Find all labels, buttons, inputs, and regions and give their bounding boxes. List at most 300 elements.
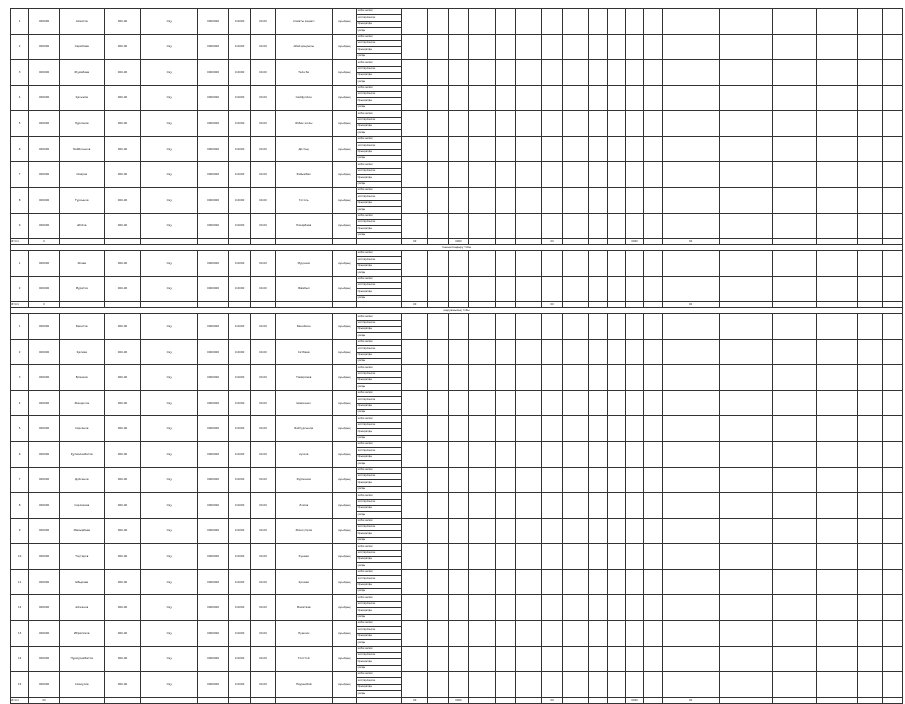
table-cell: Шевченко <box>275 390 332 416</box>
table-cell <box>515 518 541 544</box>
table-cell <box>644 365 662 391</box>
table-cell: 0.0000 <box>228 276 250 302</box>
table-cell <box>662 646 719 672</box>
table-row <box>11 187 903 193</box>
table-cell: Ермеков <box>59 365 104 391</box>
table-cell: 3 <box>11 365 29 391</box>
table-cell: 0.0000 <box>228 620 250 646</box>
table-cell <box>625 442 643 468</box>
table-cell <box>562 672 588 698</box>
table-cell <box>589 314 607 340</box>
total-cell: 00 <box>401 239 427 245</box>
table-cell <box>515 365 541 391</box>
table-cell: ауылдық <box>332 276 356 302</box>
sub-label: Орындалды <box>357 454 402 460</box>
table-cell <box>428 518 448 544</box>
sub-label: қалды <box>357 384 402 390</box>
table-cell <box>625 672 643 698</box>
table-cell <box>495 646 515 672</box>
sub-label: қалды <box>357 665 402 671</box>
sub-label: жоба көлемі <box>357 9 402 15</box>
table-cell <box>401 136 427 162</box>
table-cell <box>772 9 817 35</box>
section-title: шаруашылық тобы <box>11 308 903 314</box>
table-cell: 000000 <box>29 390 60 416</box>
table-cell <box>817 672 858 698</box>
table-cell: 00.00 <box>251 672 275 698</box>
sub-label: жоба көлемі <box>357 518 402 524</box>
table-cell <box>562 85 588 111</box>
table-cell <box>589 620 607 646</box>
table-cell <box>607 162 625 188</box>
table-cell: 00.00 <box>251 442 275 468</box>
section-title: тыныштандыру тобы <box>11 245 903 251</box>
table-cell <box>858 365 882 391</box>
sub-label: қалды <box>357 232 402 238</box>
total-cell <box>589 697 607 703</box>
sub-label: жоспарланған <box>357 117 402 123</box>
table-cell <box>542 187 562 213</box>
table-cell <box>448 672 468 698</box>
table-cell: 000-00 <box>104 9 141 35</box>
table-cell: 0000000 <box>198 9 229 35</box>
table-cell: Оқу <box>141 85 198 111</box>
table-cell <box>495 544 515 570</box>
table-cell <box>644 390 662 416</box>
table-cell <box>858 390 882 416</box>
table-cell <box>644 339 662 365</box>
table-cell: 7 <box>11 162 29 188</box>
table-cell: 0000000 <box>198 467 229 493</box>
table-cell: 3 <box>11 60 29 86</box>
table-cell: 000000 <box>29 467 60 493</box>
table-cell: 4 <box>11 85 29 111</box>
table-cell <box>495 276 515 302</box>
table-cell <box>495 213 515 239</box>
sub-label: жоспарланған <box>357 371 402 377</box>
table-cell: 000000 <box>29 365 60 391</box>
table-cell <box>542 467 562 493</box>
table-row <box>11 60 903 66</box>
table-cell <box>882 187 903 213</box>
table-cell <box>625 390 643 416</box>
table-cell <box>817 390 858 416</box>
table-cell <box>772 251 817 277</box>
table-cell: Нұрланов <box>59 111 104 137</box>
table-cell <box>401 85 427 111</box>
table-cell: Мұратов <box>59 276 104 302</box>
table-cell: 0.0000 <box>228 162 250 188</box>
table-cell <box>662 467 719 493</box>
table-cell <box>858 467 882 493</box>
table-cell <box>495 493 515 519</box>
table-cell <box>469 416 495 442</box>
table-cell: ауылдық <box>332 314 356 340</box>
table-cell: 000000 <box>29 442 60 468</box>
sub-label: қалды <box>357 486 402 492</box>
table-cell <box>858 276 882 302</box>
table-cell <box>469 213 495 239</box>
table-cell: 000-00 <box>104 620 141 646</box>
sub-label: Орындалды <box>357 98 402 104</box>
total-cell <box>607 697 625 703</box>
table-cell: 0000000 <box>198 111 229 137</box>
table-cell <box>448 251 468 277</box>
table-cell <box>858 162 882 188</box>
total-cell: 00 <box>662 302 719 308</box>
sub-label: жоба көлемі <box>357 85 402 91</box>
total-row <box>11 697 903 703</box>
table-cell: Ыбыраев <box>59 569 104 595</box>
table-row <box>11 365 903 371</box>
table-cell: Оқу <box>141 339 198 365</box>
sub-label: қалды <box>357 358 402 364</box>
table-cell <box>469 276 495 302</box>
table-cell <box>625 493 643 519</box>
table-cell <box>882 416 903 442</box>
table-cell: 0.0000 <box>228 34 250 60</box>
table-cell <box>662 9 719 35</box>
sub-label: жоба көлемі <box>357 339 402 345</box>
table-cell: 00.00 <box>251 390 275 416</box>
table-cell <box>882 493 903 519</box>
sub-label: қалды <box>357 563 402 569</box>
table-cell <box>772 493 817 519</box>
table-cell <box>428 467 448 493</box>
table-cell <box>625 467 643 493</box>
sub-label: жоспарланған <box>357 525 402 531</box>
table-cell <box>401 595 427 621</box>
table-cell <box>719 365 772 391</box>
table-cell <box>817 365 858 391</box>
table-cell <box>448 34 468 60</box>
table-cell <box>562 60 588 86</box>
table-cell <box>495 672 515 698</box>
table-cell <box>428 390 448 416</box>
table-cell <box>542 646 562 672</box>
table-cell <box>719 672 772 698</box>
table-cell <box>515 162 541 188</box>
table-cell: Төле би <box>275 60 332 86</box>
table-cell <box>719 595 772 621</box>
table-cell <box>542 162 562 188</box>
sub-label: қалды <box>357 104 402 110</box>
total-cell <box>251 697 275 703</box>
sub-label: жоспарланған <box>357 397 402 403</box>
table-cell <box>495 314 515 340</box>
table-cell: 000-00 <box>104 569 141 595</box>
table-cell <box>625 365 643 391</box>
table-cell <box>469 136 495 162</box>
table-cell: 000-00 <box>104 276 141 302</box>
total-label: Итого <box>11 239 29 245</box>
table-cell: 000000 <box>29 339 60 365</box>
table-cell: 000000 <box>29 672 60 698</box>
table-cell <box>469 187 495 213</box>
table-row <box>11 595 903 601</box>
table-cell <box>607 339 625 365</box>
table-cell <box>469 111 495 137</box>
sub-label: Орындалды <box>357 557 402 563</box>
table-cell <box>817 467 858 493</box>
table-cell <box>428 493 448 519</box>
table-cell <box>607 111 625 137</box>
table-cell <box>401 646 427 672</box>
table-cell <box>515 187 541 213</box>
table-cell <box>625 314 643 340</box>
table-cell <box>469 467 495 493</box>
table-cell: Пушкин <box>275 620 332 646</box>
total-cell: 0000 <box>448 697 468 703</box>
table-cell: ауылдық <box>332 187 356 213</box>
table-cell: 0000000 <box>198 213 229 239</box>
sub-label: қалды <box>357 691 402 697</box>
table-cell: Қонаев <box>275 569 332 595</box>
table-cell: Гоголь <box>275 187 332 213</box>
table-cell <box>428 276 448 302</box>
table-cell <box>662 85 719 111</box>
table-cell: Әбілов <box>59 213 104 239</box>
table-cell <box>401 493 427 519</box>
table-cell <box>562 442 588 468</box>
table-cell: 000000 <box>29 9 60 35</box>
table-cell <box>515 314 541 340</box>
table-cell: Оқу <box>141 595 198 621</box>
table-cell: 000-00 <box>104 314 141 340</box>
table-cell <box>644 518 662 544</box>
table-cell <box>817 251 858 277</box>
table-cell <box>644 493 662 519</box>
table-cell: Оқу <box>141 136 198 162</box>
table-cell <box>428 34 448 60</box>
table-cell <box>719 493 772 519</box>
sub-label: қалды <box>357 333 402 339</box>
table-cell <box>772 672 817 698</box>
table-cell: ауылдық <box>332 544 356 570</box>
table-cell <box>428 646 448 672</box>
table-cell <box>428 251 448 277</box>
table-cell <box>817 493 858 519</box>
table-cell <box>589 34 607 60</box>
table-cell: ауылдық <box>332 34 356 60</box>
table-cell <box>469 390 495 416</box>
table-cell <box>428 9 448 35</box>
table-cell <box>469 544 495 570</box>
sub-label: жоба көлемі <box>357 60 402 66</box>
table-cell: Оқу <box>141 569 198 595</box>
table-cell <box>589 518 607 544</box>
sub-label: Орындалды <box>357 200 402 206</box>
table-cell <box>542 276 562 302</box>
table-cell: 000000 <box>29 314 60 340</box>
table-cell <box>542 60 562 86</box>
table-cell <box>882 544 903 570</box>
table-cell <box>644 544 662 570</box>
table-cell <box>662 60 719 86</box>
table-cell: 000000 <box>29 136 60 162</box>
table-cell <box>625 85 643 111</box>
table-cell <box>428 544 448 570</box>
table-cell: ауылдық <box>332 390 356 416</box>
table-cell: 00.00 <box>251 187 275 213</box>
sub-label: жоба көлемі <box>357 187 402 193</box>
table-cell <box>469 162 495 188</box>
table-cell: ауылдық <box>332 365 356 391</box>
table-cell <box>428 595 448 621</box>
total-cell <box>562 697 588 703</box>
table-cell <box>719 442 772 468</box>
sub-label: қалды <box>357 461 402 467</box>
table-cell <box>772 467 817 493</box>
table-cell <box>428 162 448 188</box>
table-cell <box>562 162 588 188</box>
table-cell <box>589 646 607 672</box>
table-cell: 0000000 <box>198 339 229 365</box>
table-cell: Омаров <box>59 162 104 188</box>
table-cell <box>719 620 772 646</box>
table-cell <box>515 85 541 111</box>
table-cell <box>817 9 858 35</box>
table-cell <box>515 569 541 595</box>
table-cell <box>495 442 515 468</box>
table-cell <box>607 442 625 468</box>
table-cell <box>858 569 882 595</box>
table-cell <box>625 620 643 646</box>
table-cell: 0000000 <box>198 136 229 162</box>
table-cell <box>515 34 541 60</box>
table-cell <box>772 442 817 468</box>
table-cell: 0.0000 <box>228 467 250 493</box>
sub-label: Орындалды <box>357 403 402 409</box>
table-cell <box>401 518 427 544</box>
total-cell <box>882 697 903 703</box>
table-cell <box>625 646 643 672</box>
table-cell: 000000 <box>29 187 60 213</box>
table-cell <box>719 467 772 493</box>
table-cell <box>589 60 607 86</box>
table-cell <box>562 518 588 544</box>
sub-label: жоба көлемі <box>357 390 402 396</box>
table-cell <box>882 251 903 277</box>
total-cell: 0000 <box>625 239 643 245</box>
table-cell <box>469 9 495 35</box>
table-cell: 0000000 <box>198 34 229 60</box>
table-cell: 000-00 <box>104 213 141 239</box>
table-cell <box>607 467 625 493</box>
table-cell <box>589 339 607 365</box>
table-cell <box>401 569 427 595</box>
table-cell <box>719 646 772 672</box>
table-cell: 2 <box>11 276 29 302</box>
table-cell <box>858 213 882 239</box>
table-cell <box>562 9 588 35</box>
table-cell <box>401 60 427 86</box>
table-cell <box>589 442 607 468</box>
sub-label: Орындалды <box>357 633 402 639</box>
table-row <box>11 339 903 345</box>
table-cell <box>589 85 607 111</box>
total-cell <box>59 697 104 703</box>
table-cell <box>428 213 448 239</box>
sub-label: жоба көлемі <box>357 136 402 142</box>
table-cell: 13 <box>11 620 29 646</box>
table-cell <box>772 339 817 365</box>
sub-label: жоспарланған <box>357 652 402 658</box>
table-cell <box>882 276 903 302</box>
table-cell <box>858 518 882 544</box>
table-cell: 0000000 <box>198 595 229 621</box>
table-cell <box>625 595 643 621</box>
table-cell <box>625 276 643 302</box>
table-cell <box>515 442 541 468</box>
table-cell: 11 <box>11 569 29 595</box>
table-cell: 0.0000 <box>228 390 250 416</box>
total-cell <box>275 697 332 703</box>
table-cell <box>607 569 625 595</box>
sub-label: Орындалды <box>357 505 402 511</box>
table-cell <box>542 85 562 111</box>
sub-label: қалды <box>357 28 402 34</box>
total-cell <box>515 697 541 703</box>
table-cell <box>607 276 625 302</box>
table-cell: ауылдық <box>332 569 356 595</box>
table-cell <box>515 251 541 277</box>
table-cell: Ахметов <box>59 9 104 35</box>
table-cell: ауылдық <box>332 442 356 468</box>
sub-label: жоба көлемі <box>357 276 402 282</box>
table-cell <box>589 493 607 519</box>
table-cell <box>817 339 858 365</box>
table-cell <box>562 339 588 365</box>
table-cell <box>719 339 772 365</box>
table-cell <box>817 136 858 162</box>
table-cell <box>662 314 719 340</box>
table-row <box>11 251 903 257</box>
sub-label: жоспарланған <box>357 448 402 454</box>
total-cell <box>141 697 198 703</box>
table-cell <box>589 467 607 493</box>
table-cell: 6 <box>11 442 29 468</box>
table-cell <box>589 672 607 698</box>
table-cell: Байтұрсынов <box>275 416 332 442</box>
table-cell <box>428 136 448 162</box>
table-cell: 000-00 <box>104 467 141 493</box>
table-row <box>11 620 903 626</box>
table-cell: Серғазиев <box>59 493 104 519</box>
table-cell: 00.00 <box>251 162 275 188</box>
table-cell <box>448 518 468 544</box>
table-row <box>11 162 903 168</box>
table-cell <box>882 213 903 239</box>
table-cell <box>817 544 858 570</box>
table-cell <box>401 672 427 698</box>
total-cell <box>332 697 356 703</box>
table-cell: 000-00 <box>104 595 141 621</box>
table-cell <box>607 187 625 213</box>
table-cell <box>542 9 562 35</box>
table-cell: Оқу <box>141 251 198 277</box>
table-cell: ауылдық <box>332 672 356 698</box>
table-cell <box>469 60 495 86</box>
table-cell <box>542 569 562 595</box>
table-cell: Смағұлов <box>59 672 104 698</box>
table-cell <box>542 339 562 365</box>
table-cell <box>662 493 719 519</box>
total-cell <box>198 697 229 703</box>
table-cell <box>401 390 427 416</box>
table-cell <box>662 595 719 621</box>
table-cell: Сәтбаев <box>275 339 332 365</box>
